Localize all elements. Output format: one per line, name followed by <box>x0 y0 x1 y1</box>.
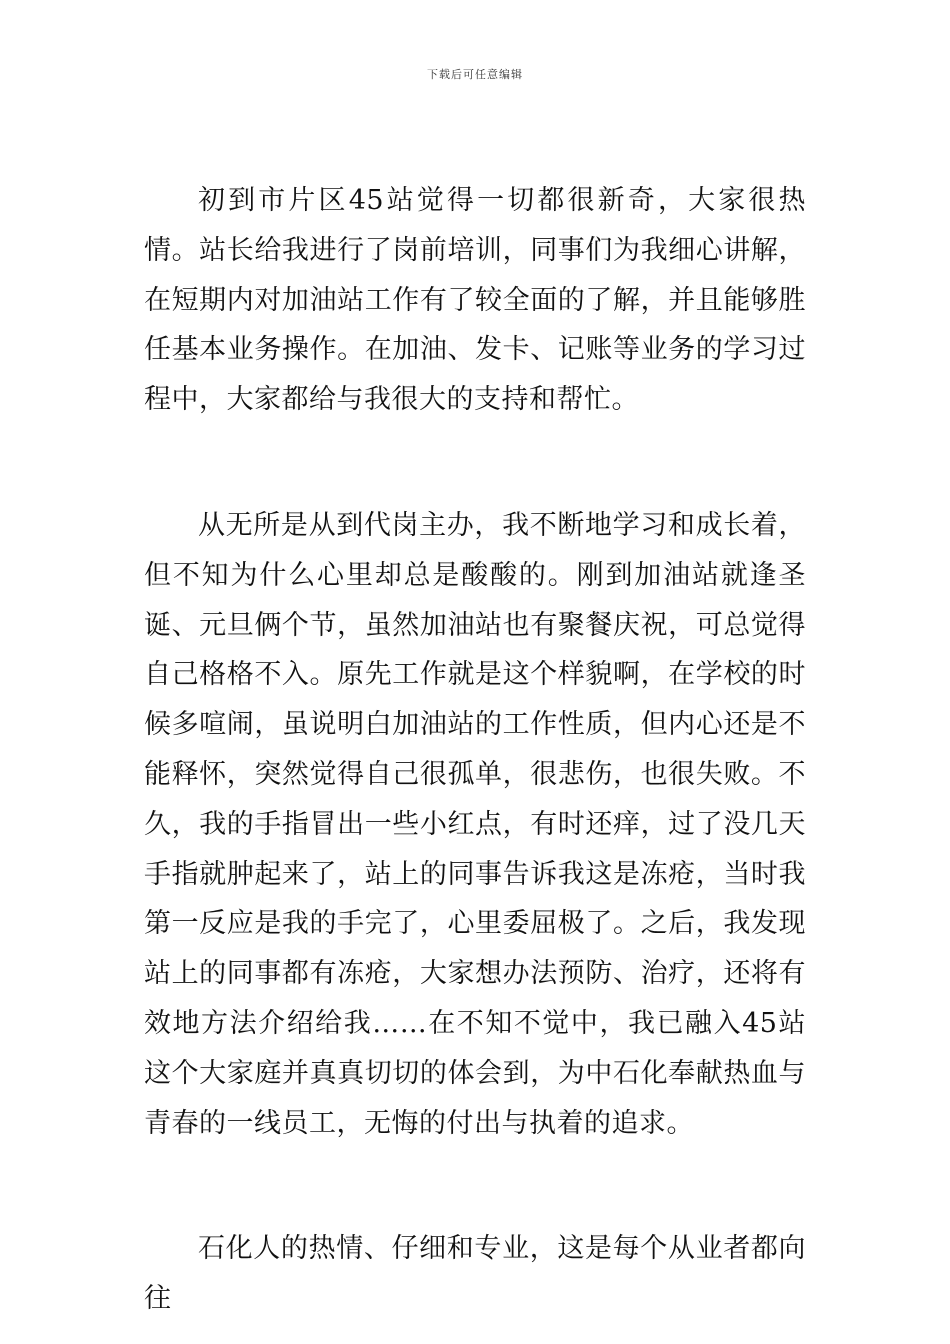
paragraph-2: 从无所是从到代岗主办，我不断地学习和成长着，但不知为什么心里却总是酸酸的。刚到加油站就逢圣诞、元旦俩个节，虽然加油站也有聚餐庆祝，可总觉得自己格格不入。原先工作就是这个样貌啊，在学校的时候多喧闹，虽说明白加油站的工作性质，但内心还是不能释怀，突然觉得自己很孤单，很悲伤，也很失败。不久，我的手指冒出一些小红点，有时还痒，过了没几天手指就肿起来了，站上的同事告诉我这是冻疮，当时我第一反应是我的手完了，心里委屈极了。之后，我发现站上的同事都有冻疮，大家想办法预防、治疗，还将有效地方法介绍给我……在不知不觉中，我已融入45站这个大家庭并真真切切的体会到，为中石化奉献热血与青春的一线员工，无悔的付出与执着的追求。 <box>144 509 806 1139</box>
page-header: 下载后可任意编辑 <box>427 68 523 81</box>
paragraph-3: 石化人的热情、仔细和专业，这是每个从业者都向往 <box>144 1233 806 1315</box>
document-body <box>144 176 806 1324</box>
paragraph-1: 初到市片区45站觉得一切都很新奇，大家很热情。站长给我进行了岗前培训，同事们为我细心讲解，在短期内对加油站工作有了较全面的了解，并且能够胜任基本业务操作。在加油、发卡、记账等业务的学习过程中，大家都给与我很大的支持和帮忙。 <box>144 185 806 416</box>
